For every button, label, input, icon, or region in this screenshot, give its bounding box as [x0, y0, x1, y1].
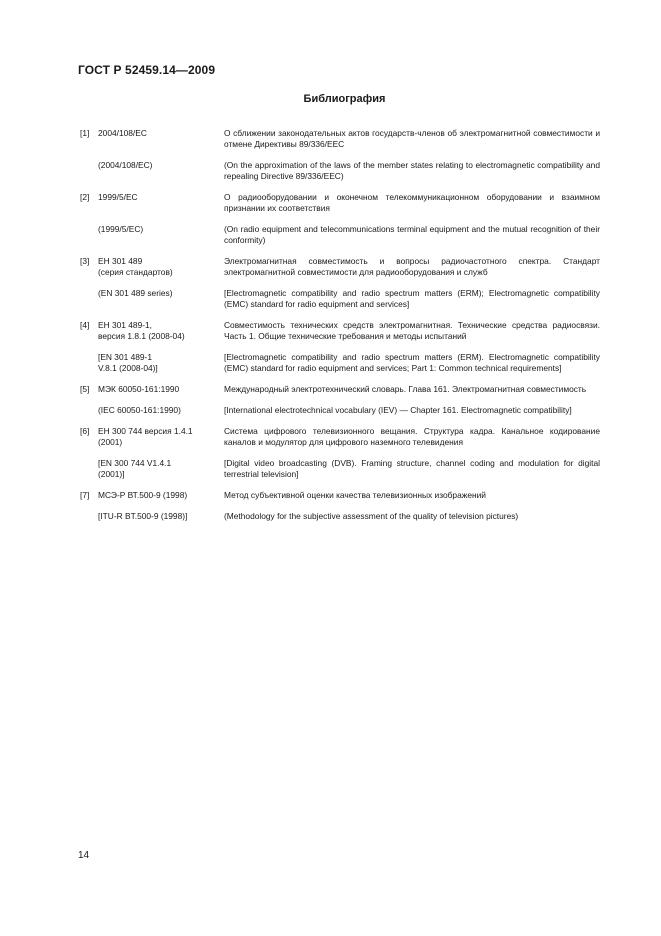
entry-reference: (1999/5/EC) [98, 224, 144, 234]
entry-reference: ЕН 301 489-1, версия 1.8.1 (2008-04) [98, 320, 185, 341]
entry-number [80, 288, 98, 310]
entry-description: Система цифрового телевизионного вещания. Структура кадра. Канальное кодирование каналов и модулятор для цифрового наземного телевидения [224, 426, 600, 447]
entry-reference: 2004/108/EC [98, 128, 147, 138]
bibliography-entry [80, 511, 600, 522]
entry-description: Метод субъективной оценки качества телевизионных изображений [224, 490, 486, 500]
bibliography-entry [80, 192, 600, 214]
entry-reference: МСЭ-Р ВТ.500-9 (1998) [98, 490, 188, 500]
entry-number: [6] [80, 426, 90, 436]
entry-reference: МЭК 60050-161:1990 [98, 384, 180, 394]
document-code: ГОСТ Р 52459.14—2009 [78, 63, 216, 77]
bibliography-entry [80, 160, 600, 182]
bibliography-title: Библиография [303, 93, 386, 105]
bibliography-entry [80, 405, 600, 416]
entry-number: [5] [80, 384, 90, 394]
bibliography-entry [80, 256, 600, 278]
page-number: 14 [78, 850, 90, 861]
entry-reference: [ITU-R BT.500-9 (1998)] [98, 511, 188, 521]
entry-number: [4] [80, 320, 90, 330]
entry-number [80, 224, 98, 246]
bibliography-list [80, 128, 600, 532]
bibliography-entry [80, 224, 600, 246]
entry-number [80, 458, 98, 480]
entry-reference: (2004/108/EC) [98, 160, 153, 170]
entry-description: [Digital video broadcasting (DVB). Framing structure, channel coding and modulation for digital terrestrial television] [224, 458, 600, 479]
bibliography-entry [80, 490, 600, 501]
entry-reference: (EN 301 489 series) [98, 288, 173, 298]
entry-description: [Electromagnetic compatibility and radio spectrum matters (ERM). Electromagnetic compatibility (EMC) standard for radio equipment and services; Part 1: Common technical requirements] [224, 352, 600, 373]
entry-description: [International electrotechnical vocabulary (IEV) — Chapter 161. Electromagnetic compatibility] [224, 405, 572, 415]
bibliography-entry [80, 320, 600, 342]
bibliography-entry [80, 458, 600, 480]
entry-reference: 1999/5/EC [98, 192, 138, 202]
entry-number [80, 511, 98, 522]
entry-description: Электромагнитная совместимость и вопросы радиочастотного спектра. Стандарт электромагнитной совместимости для радиооборудования и служб [224, 256, 600, 277]
entry-reference: ЕН 300 744 версия 1.4.1 (2001) [98, 426, 193, 447]
bibliography-entry [80, 352, 600, 374]
entry-number [80, 160, 98, 182]
entry-number [80, 352, 98, 374]
entry-reference: ЕН 301 489 (серия стандартов) [98, 256, 173, 277]
bibliography-entry [80, 426, 600, 448]
entry-description: (On the approximation of the laws of the member states relating to electromagnetic compatibility and repealing Directive 89/336/EEC) [224, 160, 600, 181]
entry-description: О сближении законодательных актов государств-членов об электромагнитной совместимости и отмене Директивы 89/336/EEC [224, 128, 600, 149]
entry-number: [7] [80, 490, 90, 500]
entry-description: (Methodology for the subjective assessment of the quality of television pictures) [224, 511, 519, 521]
entry-description: Международный электротехнический словарь. Глава 161. Электромагнитная совместимость [224, 384, 587, 394]
bibliography-entry [80, 128, 600, 150]
entry-number: [1] [80, 128, 90, 138]
entry-number: [3] [80, 256, 90, 266]
entry-description: Совместимость технических средств электромагнитная. Технические средства радиосвязи. Часть 1. Общие технические требования и методы испытаний [224, 320, 600, 341]
entry-description: О радиооборудовании и оконечном телекоммуникационном оборудовании и взаимном признании их соответствия [224, 192, 600, 213]
entry-reference: [EN 301 489-1 V.8.1 (2008-04)] [98, 352, 158, 373]
bibliography-entry [80, 384, 600, 395]
entry-reference: (IEC 60050-161:1990) [98, 405, 181, 415]
entry-description: (On radio equipment and telecommunications terminal equipment and the mutual recognition of their conformity) [224, 224, 600, 245]
entry-description: [Electromagnetic compatibility and radio spectrum matters (ERM); Electromagnetic compatibility (EMC) standard for radio equipment and services] [224, 288, 600, 309]
entry-number: [2] [80, 192, 90, 202]
bibliography-entry [80, 288, 600, 310]
entry-reference: [EN 300 744 V1.4.1 (2001)] [98, 458, 172, 479]
entry-number [80, 405, 98, 416]
